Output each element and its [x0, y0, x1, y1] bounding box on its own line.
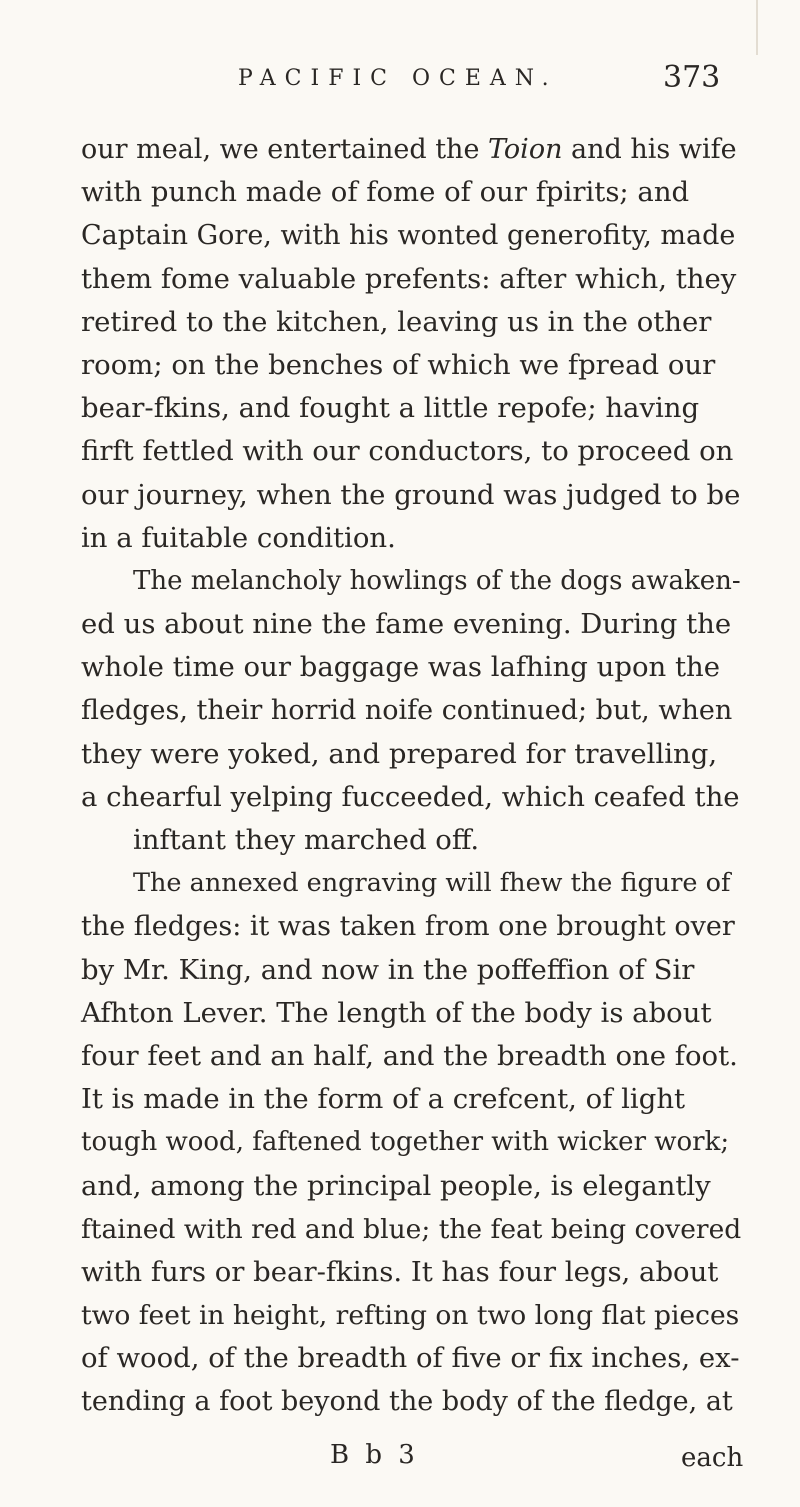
italic-name: Toion	[488, 134, 563, 165]
text-line: in a fuitable condition.	[81, 521, 396, 554]
text-line: and, among the principal people, is elegantly	[81, 1169, 711, 1202]
text-line: tough wood, faftened together with wicker work;	[81, 1127, 730, 1158]
text-line: It is made in the form of a crefcent, of light	[81, 1083, 686, 1116]
text-line: retired to the kitchen, leaving us in the other	[81, 305, 712, 338]
page-number: 373	[663, 60, 721, 95]
text-line: by Mr. King, and now in the poffeffion of Sir	[81, 953, 695, 986]
text-line: bear-fkins, and fought a little repofe; having	[81, 392, 700, 425]
text-line: whole time our baggage was lafhing upon the	[81, 651, 721, 684]
text-line: they were yoked, and prepared for travelling,	[81, 737, 718, 770]
text-line: with punch made of fome of our fpirits; and	[81, 176, 690, 209]
text-line: fledges, their horrid noife continued; but, when	[81, 695, 733, 727]
text-line: two feet in height, refting on two long flat pieces	[81, 1300, 740, 1332]
text-line: with furs or bear-fkins. It has four legs, about	[81, 1255, 719, 1288]
text-line: Captain Gore, with his wonted generofity, made	[81, 220, 736, 252]
text-line: of wood, of the breadth of five or fix inches, ex-	[81, 1342, 740, 1375]
text-line: tending a foot beyond the body of the fledge, at	[81, 1386, 733, 1418]
catchword: each	[681, 1443, 744, 1473]
text-line: ftained with red and blue; the feat being covered	[81, 1213, 742, 1245]
text-line: Afhton Lever. The length of the body is about	[81, 996, 712, 1029]
body-text	[81, 128, 741, 1424]
text-line: our meal, we entertained the Toion and his wife	[81, 134, 737, 165]
text-line: four feet and an half, and the breadth one foot.	[81, 1039, 738, 1072]
paragraph-start-line: The annexed engraving will fhew the figure of	[133, 868, 731, 899]
text-line: our journey, when the ground was judged to be	[81, 478, 741, 511]
text-line: room; on the benches of which we fpread our	[81, 348, 716, 381]
paragraph-start-line: The melancholy howlings of the dogs awaken-	[133, 565, 741, 596]
text-line: the fledges: it was taken from one brought over	[81, 911, 735, 943]
text-line: inftant they marched off.	[133, 824, 480, 856]
text-line: them fome valuable prefents: after which, they	[81, 262, 737, 295]
text-line: firft fettled with our conductors, to proceed on	[81, 435, 734, 468]
running-head: PACIFIC OCEAN.	[238, 66, 558, 91]
text-line: ed us about nine the fame evening. During the	[81, 608, 732, 641]
page-edge-mark	[756, 0, 758, 55]
page-header	[0, 60, 800, 100]
text-line: a chearful yelping fucceeded, which ceafed the	[81, 780, 740, 813]
signature-mark: B b 3	[330, 1440, 419, 1470]
